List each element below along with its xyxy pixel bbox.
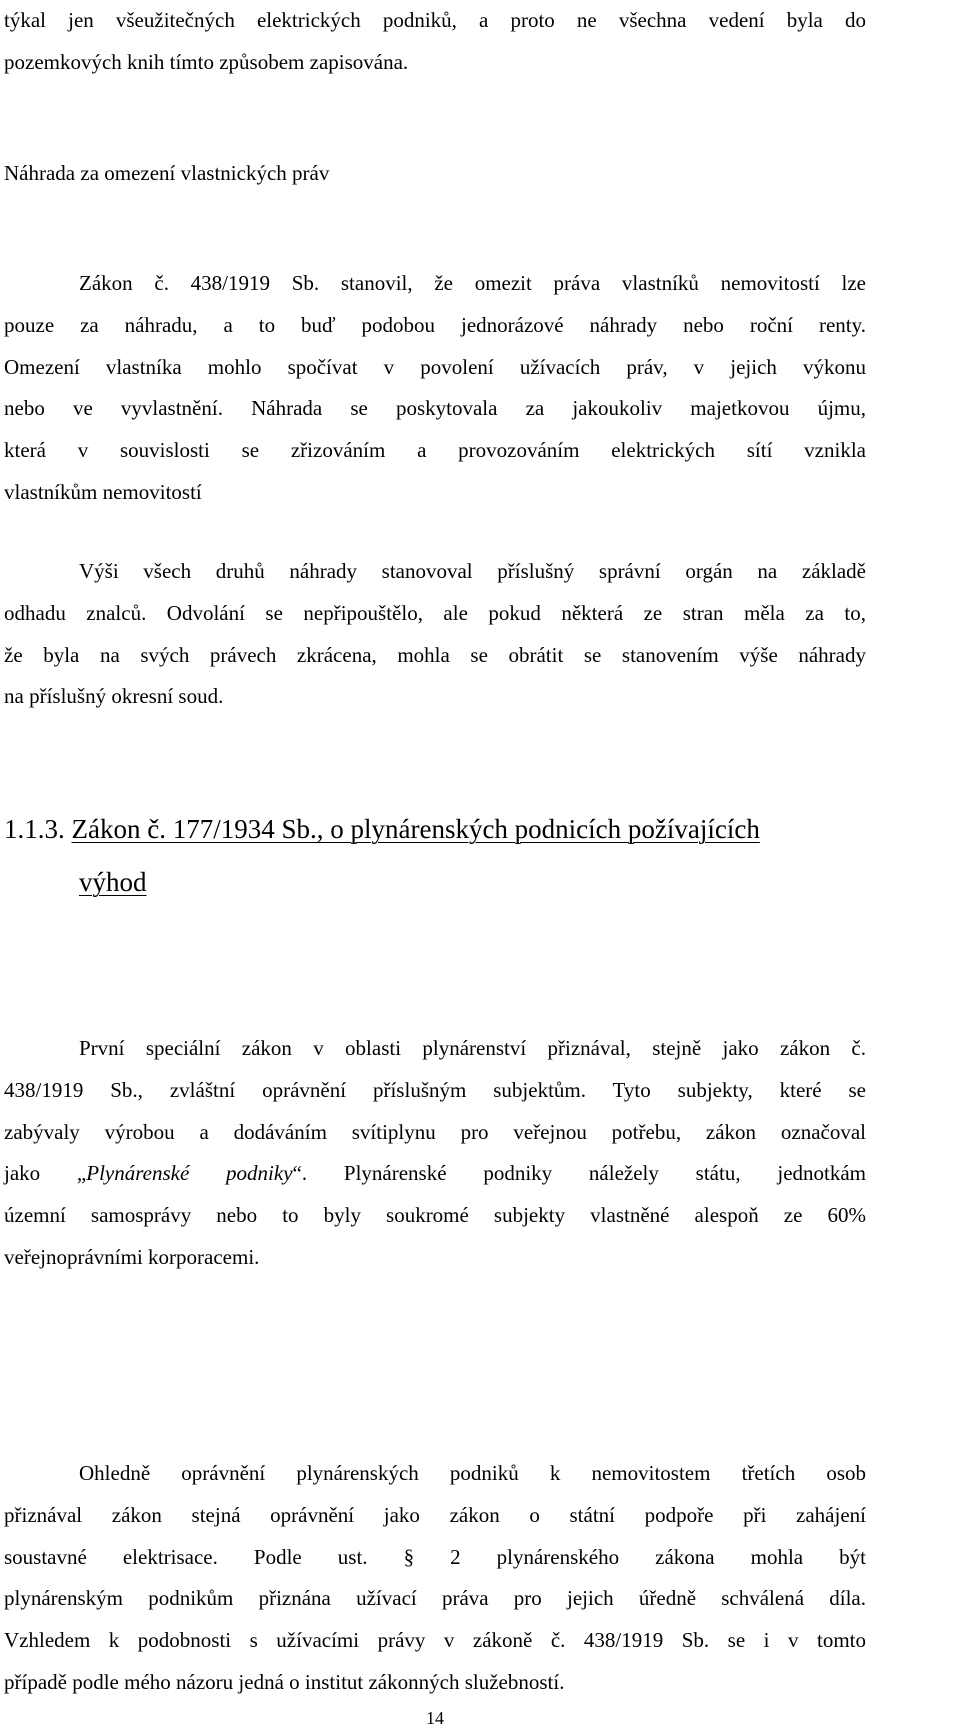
text-line: která v souvislosti se zřizováním a provozováním elektrických sítí vznikla [4, 438, 866, 463]
paragraph-continuation [4, 0, 866, 84]
emphasized-term: Plynárenské podniky [86, 1161, 293, 1186]
section-heading [4, 803, 866, 909]
section-title-continued: výhod [79, 867, 147, 897]
text-fragment: jako „ [4, 1161, 87, 1186]
text-line: veřejnoprávními korporacemi. [4, 1244, 260, 1269]
text-line: Zákon č. 438/1919 Sb. stanovil, že omezit práva vlastníků nemovitostí lze [79, 271, 866, 295]
section-title: Zákon č. 177/1934 Sb., o plynárenských podnicích požívajících [71, 814, 760, 844]
text-line: územní samosprávy nebo to byly soukromé subjekty vlastněné alespoň ze 60% [4, 1203, 866, 1228]
text-line: týkal jen všeužitečných elektrických podniků, a proto ne všechna vedení byla do [4, 8, 866, 32]
paragraph-compensation [4, 263, 866, 514]
section-number: 1.1.3. [4, 814, 65, 844]
section-heading-line [4, 803, 866, 856]
text-line: vlastníkům nemovitostí [4, 479, 202, 504]
subheading: Náhrada za omezení vlastnických práv [4, 161, 330, 185]
text-line: zabývaly výrobou a dodáváním svítiplynu pro veřejnou potřebu, zákon označoval [4, 1119, 866, 1144]
text-line: Výši všech druhů náhrady stanovoval příslušný správní orgán na základě [79, 559, 866, 583]
text-line: soustavné elektrisace. Podle ust. § 2 plynárenského zákona mohla být [4, 1544, 866, 1569]
text-line: pouze za náhradu, a to buď podobou jednorázové náhrady nebo roční renty. [4, 312, 866, 337]
section-heading-line [4, 856, 866, 909]
text-line: na příslušný okresní soud. [4, 684, 224, 709]
text-line: pozemkových knih tímto způsobem zapisována. [4, 49, 409, 74]
text-line: Omezení vlastníka mohlo spočívat v povolení užívacích práv, v jejich výkonu [4, 354, 866, 379]
text-fragment: “. Plynárenské podniky náležely státu, jednotkám [292, 1161, 866, 1186]
paragraph-gas-rights [4, 1453, 866, 1704]
text-line: že byla na svých právech zkrácena, mohla se obrátit se stanovením výše náhrady [4, 642, 866, 667]
text-line: nebo ve vyvlastnění. Náhrada se poskytovala za jakoukoliv majetkovou újmu, [4, 396, 866, 421]
text-line: Vzhledem k podobnosti s užívacími právy v zákoně č. 438/1919 Sb. se i v tomto [4, 1628, 866, 1653]
text-line: 438/1919 Sb., zvláštní oprávnění příslušným subjektům. Tyto subjekty, které se [4, 1077, 866, 1102]
text-line: případě podle mého názoru jedná o institut zákonných služebností. [4, 1669, 565, 1694]
page-number: 14 [426, 1708, 444, 1728]
text-line: První speciální zákon v oblasti plynárenství přiznával, stejně jako zákon č. [79, 1036, 866, 1060]
text-line: odhadu znalců. Odvolání se nepřipouštělo, ale pokud některá ze stran měla za to, [4, 600, 866, 625]
text-line: přiznával zákon stejná oprávnění jako zákon o státní podpoře při zahájení [4, 1502, 866, 1527]
text-line [4, 1153, 866, 1195]
text-line: Ohledně oprávnění plynárenských podniků k nemovitostem třetích osob [79, 1461, 866, 1485]
text-line: plynárenským podnikům přiznána užívací práva pro jejich úředně schválená díla. [4, 1586, 866, 1611]
paragraph-gas-law [4, 1028, 866, 1279]
paragraph-compensation-amount [4, 551, 866, 718]
